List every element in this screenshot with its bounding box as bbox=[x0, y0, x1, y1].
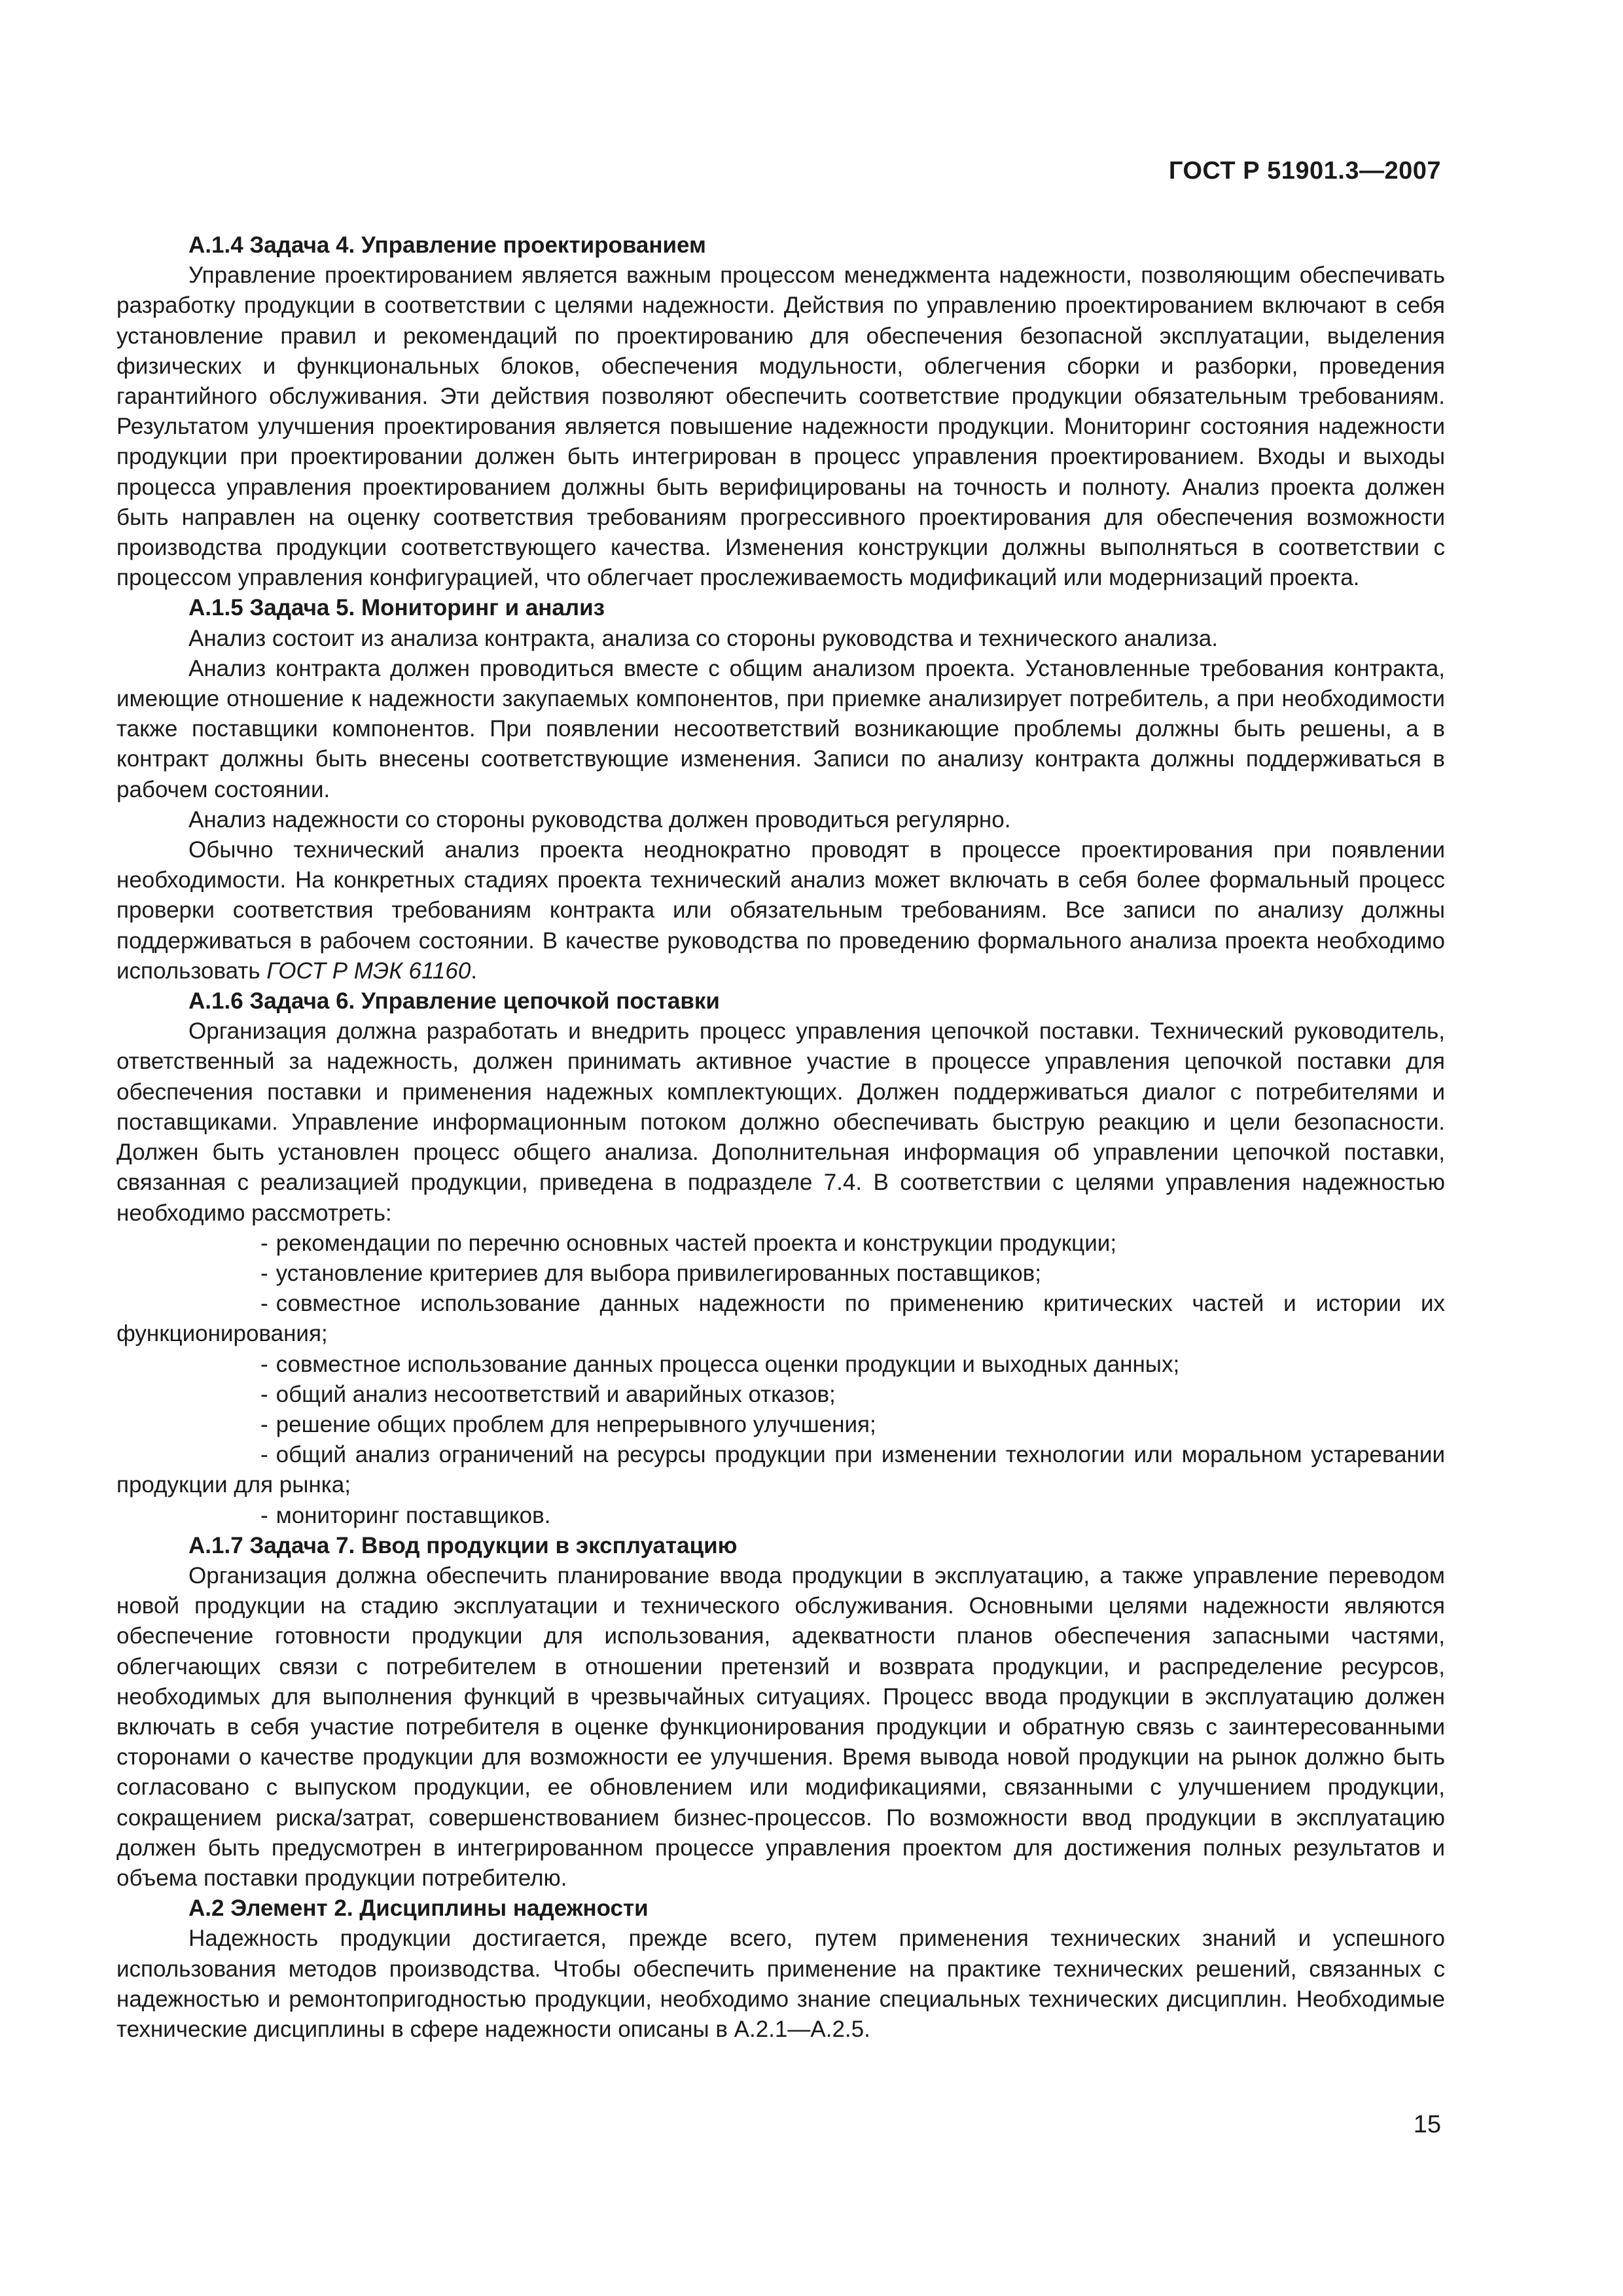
standard-designation: ГОСТ Р 51901.3—2007 bbox=[1168, 157, 1441, 185]
paragraph: Анализ контракта должен проводиться вместе с общим анализом проекта. Установленные требования контракта, имеющие отношение к надежности закупаемых компонентов, при приемке анализирует потребитель, а при необходимости также поставщики компонентов. При появлении несоответствий возникающие проблемы должны быть решены, а в контракт должны быть внесены соответствующие изменения. Записи по анализу контракта должны поддерживаться в рабочем состоянии. bbox=[116, 655, 1445, 802]
section-heading-a-1-7: А.1.7 Задача 7. Ввод продукции в эксплуатацию bbox=[188, 1532, 738, 1558]
section-heading-a-1-4: А.1.4 Задача 4. Управление проектированием bbox=[188, 232, 706, 258]
section-heading-a-1-6: А.1.6 Задача 6. Управление цепочкой поставки bbox=[188, 988, 720, 1014]
paragraph: Организация должна обеспечить планирование ввода продукции в эксплуатацию, а также управление переводом новой продукции на стадию эксплуатации и технического обслуживания. Основными целями надежности являются обеспечение готовности продукции для использования, адекватности планов обеспечения запасными частями, облегчающих связи с потребителем в отношении претензий и возврата продукции, и распределение ресурсов, необходимых для выполнения функций в чрезвычайных ситуациях. Процесс ввода продукции в эксплуатацию должен включать в себя участие потребителя в оценке функционирования продукции и обратную связь с заинтересованными сторонами о качестве продукции для возможности ее улучшения. Время вывода новой продукции на рынок должно быть согласовано с выпуском продукции, ее обновлением или модификациями, связанными с улучшением продукции, сокращением риска/затрат, совершенствованием бизнес-процессов. По возможности ввод продукции в эксплуатацию должен быть предусмотрен в интегрированном процессе управления проектом для достижения полных результатов и объема поставки продукции потребителю. bbox=[116, 1562, 1445, 1891]
paragraph: Надежность продукции достигается, прежде всего, путем применения технических знаний и успешного использования методов производства. Чтобы обеспечить применение на практике технических решений, связанных с надежностью и ремонтопригодностью продукции, необходимо знание специальных технических дисциплин. Необходимые технические дисциплины в сфере надежности описаны в А.2.1—А.2.5. bbox=[116, 1926, 1445, 2042]
paragraph: Управление проектированием является важным процессом менеджмента надежности, позволяющим обеспечивать разработку продукции в соответствии с целями надежности. Действия по управлению проектированием включают в себя установление правил и рекомендаций по проектированию для обеспечения безопасной эксплуатации, выделения физических и функциональных блоков, обеспечения модульности, облегчения сборки и разборки, проведения гарантийного обслуживания. Эти действия позволяют обеспечить соответствие продукции обязательным требованиям. Результатом улучшения проектирования является повышение надежности продукции. Мониторинг состояния надежности продукции при проектировании должен быть интегрирован в процесс управления проектированием. Входы и выходы процесса управления проектированием должны быть верифицированы на точность и полноту. Анализ проекта должен быть направлен на оценку соответствия требованиям прогрессивного проектирования для обеспечения возможности производства продукции соответствующего качества. Изменения конструкции должны выполняться в соответствии с процессом управления конфигурацией, что облегчает прослеживаемость модификаций или модернизаций проекта. bbox=[116, 262, 1445, 591]
paragraph-text: Обычно технический анализ проекта неоднократно проводят в процессе проектирования при появлении необходимости. На конкретных стадиях проекта технический анализ может включать в себя более формальный процесс проверки соответствия требованиям контракта или обязательным требованиям. Все записи по анализу должны поддерживаться в рабочем состоянии. В качестве руководства по проведению формального анализа проекта необходимо использовать bbox=[116, 837, 1445, 984]
list-item: - общий анализ несоответствий и аварийных отказов; bbox=[260, 1381, 836, 1407]
paragraph: Анализ надежности со стороны руководства должен проводиться регулярно. bbox=[188, 806, 1011, 833]
list-item: - рекомендации по перечню основных частей проекта и конструкции продукции; bbox=[260, 1230, 1117, 1256]
list-item: - решение общих проблем для непрерывного улучшения; bbox=[260, 1411, 876, 1437]
list-item: - совместное использование данных надежности по применению критических частей и истории их функционирования; bbox=[116, 1291, 1445, 1347]
document-body bbox=[116, 230, 1445, 2045]
paragraph: Анализ состоит из анализа контракта, анализа со стороны руководства и технического анализа. bbox=[188, 625, 1218, 651]
paragraph-end: . bbox=[471, 958, 478, 984]
section-heading-a-2: А.2 Элемент 2. Дисциплины надежности bbox=[188, 1895, 649, 1922]
paragraph bbox=[116, 835, 1445, 986]
section-heading-a-1-5: А.1.5 Задача 5. Мониторинг и анализ bbox=[188, 595, 605, 621]
list-item: - установление критериев для выбора привилегированных поставщиков; bbox=[260, 1260, 1041, 1286]
list-item: - общий анализ ограничений на ресурсы продукции при изменении технологии или моральном устаревании продукции для рынка; bbox=[116, 1442, 1445, 1498]
page-number: 15 bbox=[1413, 2111, 1441, 2138]
list-item: - мониторинг поставщиков. bbox=[260, 1502, 551, 1528]
paragraph: Организация должна разработать и внедрить процесс управления цепочкой поставки. Технический руководитель, ответственный за надежность, должен принимать активное участие в процессе управления цепочкой поставки для обеспечения поставки и применения надежных комплектующих. Должен поддерживаться диалог с потребителями и поставщиками. Управление информационным потоком должно обеспечивать быструю реакцию и цели безопасности. Должен быть установлен процесс общего анализа. Дополнительная информация об управлении цепочкой поставки, связанная с реализацией продукции, приведена в подразделе 7.4. В соответствии с целями управления надежностью необходимо рассмотреть: bbox=[116, 1018, 1445, 1226]
list-item: - совместное использование данных процесса оценки продукции и выходных данных; bbox=[260, 1351, 1180, 1377]
standard-reference: ГОСТ Р МЭК 61160 bbox=[266, 958, 471, 984]
